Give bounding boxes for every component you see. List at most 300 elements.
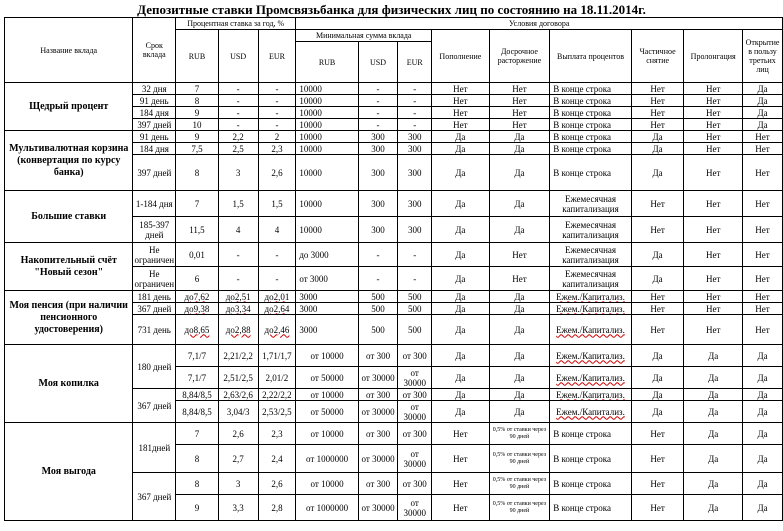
header-early: Досрочное расторжение	[489, 30, 550, 83]
min-usd-cell: 500	[358, 303, 398, 315]
min-eur-cell: 300	[398, 155, 432, 191]
rate-usd-cell: 2,51/2,5	[218, 367, 258, 389]
rate-usd-cell: до2,88	[218, 315, 258, 345]
min-usd-cell: от 30000	[358, 401, 398, 423]
rate-eur-cell: 2,22/2,2	[258, 389, 296, 401]
payout-cell: В конце строка	[550, 423, 632, 445]
rate-rub-cell: 7	[176, 83, 219, 95]
min-usd-cell: -	[358, 83, 398, 95]
prolong-cell: Да	[684, 389, 743, 401]
min-usd-cell: -	[358, 267, 398, 291]
open3-cell: Да	[743, 95, 783, 107]
rate-rub-cell: 7,5	[176, 143, 219, 155]
rate-rub-cell: 8	[176, 473, 219, 495]
topup-cell: Да	[432, 389, 490, 401]
min-rub-cell: от 50000	[296, 367, 358, 389]
prolong-cell: Нет	[684, 143, 743, 155]
topup-cell: Да	[432, 267, 490, 291]
min-eur-cell: -	[398, 83, 432, 95]
rate-rub-cell: 6	[176, 267, 219, 291]
rate-usd-cell: 2,21/2,2	[218, 345, 258, 367]
deposit-name: Накопительный счёт "Новый сезон"	[5, 243, 133, 291]
partial-cell: Да	[631, 367, 684, 389]
early-cell: Да	[489, 131, 550, 143]
min-eur-cell: 300	[398, 143, 432, 155]
rate-usd-cell: 2,63/2,6	[218, 389, 258, 401]
open3-cell: Нет	[743, 155, 783, 191]
early-cell: Нет	[489, 267, 550, 291]
payout-cell: В конце строка	[550, 143, 632, 155]
open3-cell: Нет	[743, 131, 783, 143]
rate-rub-cell: 8,84/8,5	[176, 389, 219, 401]
early-cell: Нет	[489, 119, 550, 131]
payout-cell: В конце строка	[550, 155, 632, 191]
early-cell: Да	[489, 303, 550, 315]
topup-cell: Нет	[432, 107, 490, 119]
header-rate-usd: USD	[218, 30, 258, 83]
topup-cell: Да	[432, 367, 490, 389]
min-usd-cell: 300	[358, 191, 398, 217]
min-usd-cell: -	[358, 95, 398, 107]
header-min-usd: USD	[358, 42, 398, 83]
rate-rub-cell: 7,1/7	[176, 367, 219, 389]
rate-eur-cell: 1,5	[258, 191, 296, 217]
partial-cell: Нет	[631, 473, 684, 495]
header-min-rub: RUB	[296, 42, 358, 83]
table-row	[5, 423, 783, 445]
payout-cell: В конце строка	[550, 445, 632, 473]
term-cell: 367 дней	[133, 473, 176, 521]
deposit-name: Моя копилка	[5, 345, 133, 423]
min-usd-cell: от 30000	[358, 445, 398, 473]
open3-cell: Да	[743, 389, 783, 401]
header-partial: Частичное снятие	[631, 30, 684, 83]
min-rub-cell: от 50000	[296, 401, 358, 423]
table-row	[5, 191, 783, 217]
partial-cell: Нет	[631, 291, 684, 303]
min-eur-cell: 300	[398, 191, 432, 217]
min-rub-cell: от 10000	[296, 423, 358, 445]
header-open3: Открытие в пользу третьих лиц	[743, 30, 783, 83]
min-eur-cell: -	[398, 243, 432, 267]
open3-cell: Да	[743, 495, 783, 521]
rate-eur-cell: -	[258, 107, 296, 119]
payout-cell: В конце строка	[550, 131, 632, 143]
open3-cell: Да	[743, 473, 783, 495]
rate-eur-cell: 4	[258, 217, 296, 243]
min-usd-cell: от 300	[358, 389, 398, 401]
deposit-rates-table	[4, 17, 783, 521]
min-eur-cell: от 300	[398, 345, 432, 367]
min-eur-cell: от 300	[398, 389, 432, 401]
min-rub-cell: 10000	[296, 83, 358, 95]
early-cell: 0,5% от ставки через 90 дней	[489, 473, 550, 495]
term-cell: 184 дня	[133, 107, 176, 119]
header-topup: Пополнение	[432, 30, 490, 83]
topup-cell: Да	[432, 143, 490, 155]
rate-eur-cell: 1,71/1,7	[258, 345, 296, 367]
partial-cell: Да	[631, 267, 684, 291]
rate-eur-cell: 2,6	[258, 473, 296, 495]
early-cell: Нет	[489, 243, 550, 267]
topup-cell: Нет	[432, 95, 490, 107]
prolong-cell: Да	[684, 445, 743, 473]
min-usd-cell: -	[358, 119, 398, 131]
rate-rub-cell: до8,65	[176, 315, 219, 345]
min-rub-cell: 3000	[296, 291, 358, 303]
open3-cell: Нет	[743, 243, 783, 267]
min-eur-cell: от 300	[398, 473, 432, 495]
topup-cell: Да	[432, 401, 490, 423]
term-cell: 32 дня	[133, 83, 176, 95]
topup-cell: Да	[432, 131, 490, 143]
min-eur-cell: 300	[398, 217, 432, 243]
topup-cell: Да	[432, 155, 490, 191]
partial-cell: Нет	[631, 119, 684, 131]
min-eur-cell: от 30000	[398, 401, 432, 423]
open3-cell: Нет	[743, 291, 783, 303]
min-usd-cell: 500	[358, 315, 398, 345]
rate-eur-cell: 2,4	[258, 445, 296, 473]
rate-eur-cell: -	[258, 95, 296, 107]
min-eur-cell: -	[398, 119, 432, 131]
min-rub-cell: от 10000	[296, 345, 358, 367]
term-cell: Не ограничен	[134, 268, 175, 289]
payout-cell: В конце строка	[550, 95, 632, 107]
open3-cell: Нет	[743, 267, 783, 291]
min-rub-cell: от 1000000	[296, 445, 358, 473]
rate-rub-cell: 8,84/8,5	[176, 401, 219, 423]
rate-rub-cell: до9,38	[176, 303, 219, 315]
topup-cell: Да	[432, 217, 490, 243]
rate-eur-cell: -	[258, 243, 296, 267]
rate-rub-cell: 9	[176, 107, 219, 119]
rate-eur-cell: 2	[258, 131, 296, 143]
partial-cell: Нет	[631, 315, 684, 345]
table-row	[5, 243, 783, 267]
header-min-eur: EUR	[398, 42, 432, 83]
early-cell: Да	[489, 155, 550, 191]
partial-cell: Нет	[631, 191, 684, 217]
payout-cell: Ежемесячная капитализация	[550, 217, 632, 243]
table-row	[5, 291, 783, 303]
min-usd-cell: 300	[358, 143, 398, 155]
early-cell: Да	[489, 143, 550, 155]
min-usd-cell: 300	[358, 217, 398, 243]
topup-cell: Нет	[432, 83, 490, 95]
rate-eur-cell: 2,01/2	[258, 367, 296, 389]
partial-cell: Нет	[631, 83, 684, 95]
term-cell: 397 дней	[133, 155, 176, 191]
topup-cell: Да	[432, 345, 490, 367]
payout-cell: В конце строка	[550, 495, 632, 521]
min-rub-cell: от 10000	[296, 473, 358, 495]
min-eur-cell: -	[398, 107, 432, 119]
term-cell: 184 дня	[133, 143, 176, 155]
partial-cell: Да	[631, 401, 684, 423]
rate-usd-cell: -	[218, 107, 258, 119]
partial-cell: Нет	[631, 107, 684, 119]
prolong-cell: Нет	[684, 95, 743, 107]
deposit-name: Мультивалютная корзина (конвертация по курсу банка)	[5, 131, 133, 191]
rate-usd-cell: 2,7	[218, 445, 258, 473]
rate-rub-cell: 11,5	[176, 217, 219, 243]
early-cell: 0,5% от ставки через 90 дней	[489, 495, 550, 521]
min-usd-cell: -	[358, 107, 398, 119]
partial-cell: Нет	[631, 95, 684, 107]
partial-cell: Нет	[631, 495, 684, 521]
min-rub-cell: 3000	[296, 315, 358, 345]
term-cell: 91 день	[133, 131, 176, 143]
term-cell: 397 дней	[133, 119, 176, 131]
open3-cell: Да	[743, 445, 783, 473]
early-cell: 0,5% от ставки через 90 дней	[489, 445, 550, 473]
topup-cell: Нет	[432, 473, 490, 495]
prolong-cell: Нет	[684, 119, 743, 131]
early-cell: Нет	[489, 95, 550, 107]
rate-usd-cell: до3,34	[218, 303, 258, 315]
min-eur-cell: -	[398, 267, 432, 291]
prolong-cell: Нет	[684, 243, 743, 267]
rate-eur-cell: -	[258, 83, 296, 95]
rate-usd-cell: 3,04/3	[218, 401, 258, 423]
table-row	[5, 345, 783, 367]
min-rub-cell: 10000	[296, 143, 358, 155]
min-eur-cell: от 30000	[398, 495, 432, 521]
term-cell: 91 день	[133, 95, 176, 107]
open3-cell: Нет	[743, 315, 783, 345]
prolong-cell: Да	[684, 495, 743, 521]
min-eur-cell: 500	[398, 303, 432, 315]
term-cell: 181дней	[133, 423, 176, 473]
rate-usd-cell: 3	[218, 473, 258, 495]
header-payout: Выплата процентов	[550, 30, 632, 83]
partial-cell: Да	[631, 345, 684, 367]
rate-rub-cell: до7,62	[176, 291, 219, 303]
prolong-cell: Нет	[684, 191, 743, 217]
early-cell: 0,5% от ставки через 90 дней	[489, 423, 550, 445]
partial-cell: Нет	[631, 303, 684, 315]
min-rub-cell: до 3000	[296, 243, 358, 267]
partial-cell: Нет	[631, 423, 684, 445]
prolong-cell: Нет	[684, 83, 743, 95]
term-cell: 181 день	[133, 291, 176, 303]
min-usd-cell: 500	[358, 291, 398, 303]
rate-usd-cell: 4	[218, 217, 258, 243]
rate-eur-cell: до2,01	[258, 291, 296, 303]
min-rub-cell: от 3000	[296, 267, 358, 291]
prolong-cell: Нет	[684, 155, 743, 191]
rate-rub-cell: 9	[176, 495, 219, 521]
rate-eur-cell: 2,3	[258, 423, 296, 445]
header-name: Название вклада	[5, 18, 133, 83]
topup-cell: Да	[432, 191, 490, 217]
rate-rub-cell: 7	[176, 423, 219, 445]
payout-cell: Ежем./Капитализ.	[550, 367, 632, 389]
partial-cell: Да	[631, 243, 684, 267]
header-term: Срок вклада	[133, 18, 176, 83]
payout-cell: Ежем./Капитализ.	[550, 303, 632, 315]
min-usd-cell: от 300	[358, 345, 398, 367]
min-usd-cell: от 300	[358, 473, 398, 495]
min-eur-cell: от 30000	[398, 445, 432, 473]
min-usd-cell: 300	[358, 155, 398, 191]
prolong-cell: Нет	[684, 315, 743, 345]
term-cell: 367 дней	[133, 303, 176, 315]
term-cell: 1-184 дня	[133, 191, 176, 217]
min-rub-cell: 10000	[296, 217, 358, 243]
min-rub-cell: 10000	[296, 155, 358, 191]
min-usd-cell: от 300	[358, 423, 398, 445]
min-rub-cell: 10000	[296, 119, 358, 131]
open3-cell: Да	[743, 119, 783, 131]
open3-cell: Да	[743, 423, 783, 445]
partial-cell: Да	[631, 131, 684, 143]
deposit-name: Большие ставки	[5, 191, 133, 243]
open3-cell: Да	[743, 367, 783, 389]
min-eur-cell: 500	[398, 315, 432, 345]
term-cell: 185-397 дней	[133, 217, 176, 243]
min-rub-cell: от 10000	[296, 389, 358, 401]
prolong-cell: Нет	[684, 217, 743, 243]
term-cell: 731 день	[133, 315, 176, 345]
prolong-cell: Нет	[684, 267, 743, 291]
min-rub-cell: 3000	[296, 303, 358, 315]
prolong-cell: Нет	[684, 107, 743, 119]
term-cell: 180 дней	[133, 345, 176, 389]
payout-cell: Ежем./Капитализ.	[550, 401, 632, 423]
table-row	[5, 131, 783, 143]
rate-usd-cell: до2,51	[218, 291, 258, 303]
prolong-cell: Нет	[684, 131, 743, 143]
partial-cell: Да	[631, 155, 684, 191]
payout-cell: В конце строка	[550, 119, 632, 131]
header-rate-rub: RUB	[176, 30, 219, 83]
partial-cell: Да	[631, 389, 684, 401]
min-usd-cell: 300	[358, 131, 398, 143]
partial-cell: Нет	[631, 445, 684, 473]
deposit-name: Моя пенсия (при наличии пенсионного удостоверения)	[5, 291, 133, 345]
rate-eur-cell: 2,53/2,5	[258, 401, 296, 423]
rate-usd-cell: -	[218, 119, 258, 131]
payout-cell: В конце строка	[550, 83, 632, 95]
min-rub-cell: 10000	[296, 95, 358, 107]
header-rate: Процентная ставка за год, %	[176, 18, 296, 30]
rate-eur-cell: до2,64	[258, 303, 296, 315]
rate-usd-cell: -	[218, 95, 258, 107]
min-eur-cell: -	[398, 95, 432, 107]
early-cell: Нет	[489, 107, 550, 119]
rate-usd-cell: -	[218, 243, 258, 267]
topup-cell: Да	[432, 303, 490, 315]
rate-rub-cell: 9	[176, 131, 219, 143]
payout-cell: Ежем./Капитализ.	[550, 345, 632, 367]
header-min-sum: Минимальная сумма вклада	[296, 30, 432, 42]
rate-usd-cell: -	[218, 83, 258, 95]
prolong-cell: Нет	[684, 303, 743, 315]
min-usd-cell: от 30000	[358, 495, 398, 521]
open3-cell: Нет	[743, 217, 783, 243]
open3-cell: Да	[743, 345, 783, 367]
min-eur-cell: 300	[398, 131, 432, 143]
term-cell: 367 дней	[133, 389, 176, 423]
rate-eur-cell: до2,46	[258, 315, 296, 345]
rate-rub-cell: 8	[176, 155, 219, 191]
topup-cell: Нет	[432, 445, 490, 473]
early-cell: Да	[489, 217, 550, 243]
min-eur-cell: от 30000	[398, 367, 432, 389]
open3-cell: Нет	[743, 191, 783, 217]
prolong-cell: Да	[684, 423, 743, 445]
early-cell: Нет	[489, 83, 550, 95]
open3-cell: Нет	[743, 143, 783, 155]
prolong-cell: Да	[684, 345, 743, 367]
deposit-name: Щедрый процент	[5, 83, 133, 131]
rate-rub-cell: 8	[176, 95, 219, 107]
open3-cell: Да	[743, 107, 783, 119]
topup-cell: Нет	[432, 423, 490, 445]
rate-usd-cell: 2,5	[218, 143, 258, 155]
payout-cell: Ежемесячная капитализация	[550, 267, 632, 291]
rate-eur-cell: -	[258, 267, 296, 291]
early-cell: Да	[489, 191, 550, 217]
rate-rub-cell: 7	[176, 191, 219, 217]
early-cell: Да	[489, 367, 550, 389]
rate-rub-cell: 8	[176, 445, 219, 473]
min-eur-cell: 500	[398, 291, 432, 303]
header-rate-eur: EUR	[258, 30, 296, 83]
rate-rub-cell: 7,1/7	[176, 345, 219, 367]
payout-cell: Ежем./Капитализ.	[550, 291, 632, 303]
prolong-cell: Да	[684, 367, 743, 389]
partial-cell: Нет	[631, 217, 684, 243]
topup-cell: Нет	[432, 495, 490, 521]
payout-cell: Ежемесячная капитализация	[550, 191, 632, 217]
header-prolong: Пролонгация	[684, 30, 743, 83]
payout-cell: Ежемесячная капитализация	[550, 243, 632, 267]
early-cell: Да	[489, 389, 550, 401]
payout-cell: Ежем./Капитализ.	[550, 315, 632, 345]
rate-usd-cell: 2,2	[218, 131, 258, 143]
early-cell: Да	[489, 315, 550, 345]
min-rub-cell: 10000	[296, 191, 358, 217]
min-rub-cell: от 1000000	[296, 495, 358, 521]
topup-cell: Да	[432, 291, 490, 303]
payout-cell: Ежем./Капитализ.	[550, 389, 632, 401]
early-cell: Да	[489, 345, 550, 367]
min-rub-cell: 10000	[296, 131, 358, 143]
deposit-name: Моя выгода	[5, 423, 133, 521]
rate-usd-cell: 3,3	[218, 495, 258, 521]
topup-cell: Да	[432, 243, 490, 267]
topup-cell: Нет	[432, 119, 490, 131]
rate-rub-cell: 0,01	[176, 243, 219, 267]
min-usd-cell: -	[358, 243, 398, 267]
payout-cell: В конце строка	[550, 107, 632, 119]
open3-cell: Да	[743, 401, 783, 423]
min-rub-cell: 10000	[296, 107, 358, 119]
prolong-cell: Да	[684, 401, 743, 423]
page-title: Депозитные ставки Промсвязьбанка для физических лиц по состоянию на 18.11.2014г.	[137, 2, 646, 17]
rate-usd-cell: 1,5	[218, 191, 258, 217]
term-cell: Не ограничен	[134, 244, 175, 265]
payout-cell: В конце строка	[550, 473, 632, 495]
min-eur-cell: от 300	[398, 423, 432, 445]
rate-usd-cell: 2,6	[218, 423, 258, 445]
open3-cell: Да	[743, 83, 783, 95]
open3-cell: Нет	[743, 303, 783, 315]
prolong-cell: Да	[684, 473, 743, 495]
